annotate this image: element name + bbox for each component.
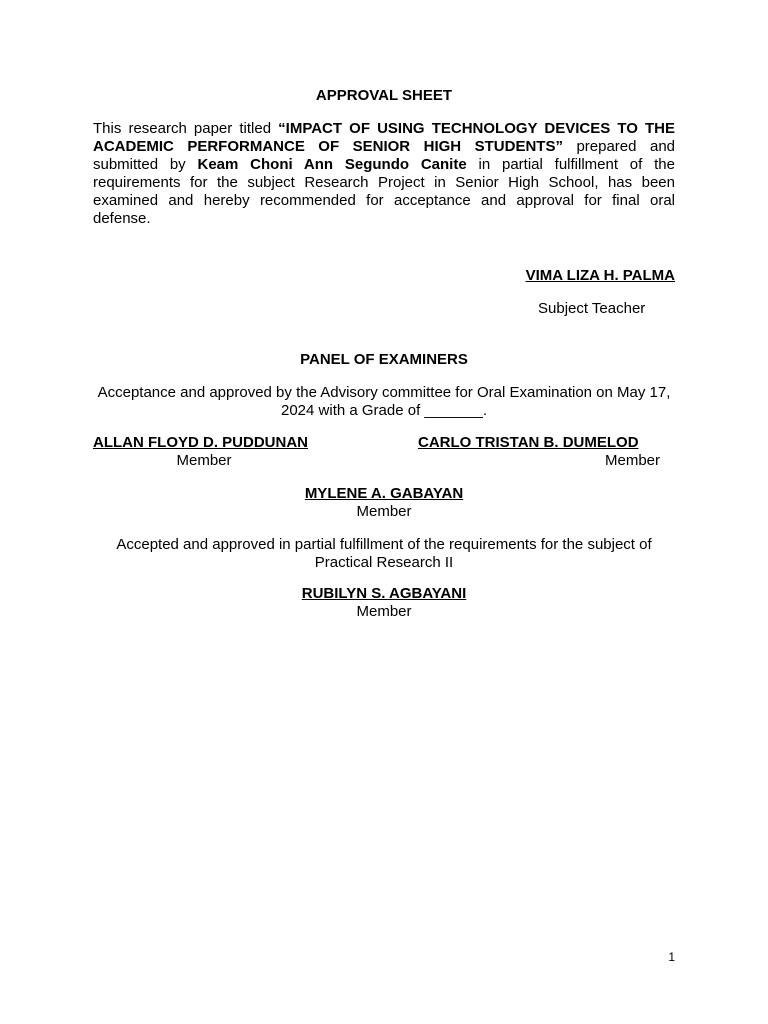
page-number: 1 [668, 950, 675, 964]
member-name: MYLENE A. GABAYAN [304, 485, 464, 502]
page-title: APPROVAL SHEET [315, 87, 453, 104]
member-role: Member [356, 503, 412, 520]
author-name: Keam Choni Ann Segundo Canite [197, 156, 467, 173]
member-name: ALLAN FLOYD D. PUDDUNAN [93, 434, 308, 451]
member-signature-3 [93, 485, 675, 521]
research-title: “IMPACT OF USING TECHNOLOGY DEVICES TO THE ACADEMIC PERFORMANCE OF SENIOR HIGH STUDENTS” [93, 120, 675, 155]
member-role: Member [604, 452, 660, 469]
intro-paragraph [93, 120, 675, 228]
teacher-role: Subject Teacher [538, 300, 646, 317]
panel-statement: Acceptance and approved by the Advisory committee for Oral Examination on May 17, 2024 with a Grade of _______. [97, 384, 671, 419]
member-role: Member [176, 452, 232, 469]
final-statement: Accepted and approved in partial fulfillment of the requirements for the subject of Practical Research II [116, 536, 652, 571]
teacher-name: VIMA LIZA H. PALMA [525, 267, 675, 284]
member-signature-1 [93, 434, 315, 470]
intro-text-3: in partial fulfillment of the requirements for the subject Research Project in Senior High School, has been examined and hereby recommended for acceptance and approval for final oral defense. [93, 156, 675, 227]
member-name: CARLO TRISTAN B. DUMELOD [418, 434, 639, 451]
final-role: Member [356, 603, 412, 620]
intro-text-1: This research paper titled [93, 120, 279, 137]
member-signature-2 [418, 434, 660, 470]
panel-heading: PANEL OF EXAMINERS [300, 351, 468, 368]
final-signature [93, 585, 675, 621]
final-name: RUBILYN S. AGBAYANI [301, 585, 467, 602]
document-page [93, 0, 675, 1024]
intro-text-2: prepared and submitted by [93, 138, 675, 173]
